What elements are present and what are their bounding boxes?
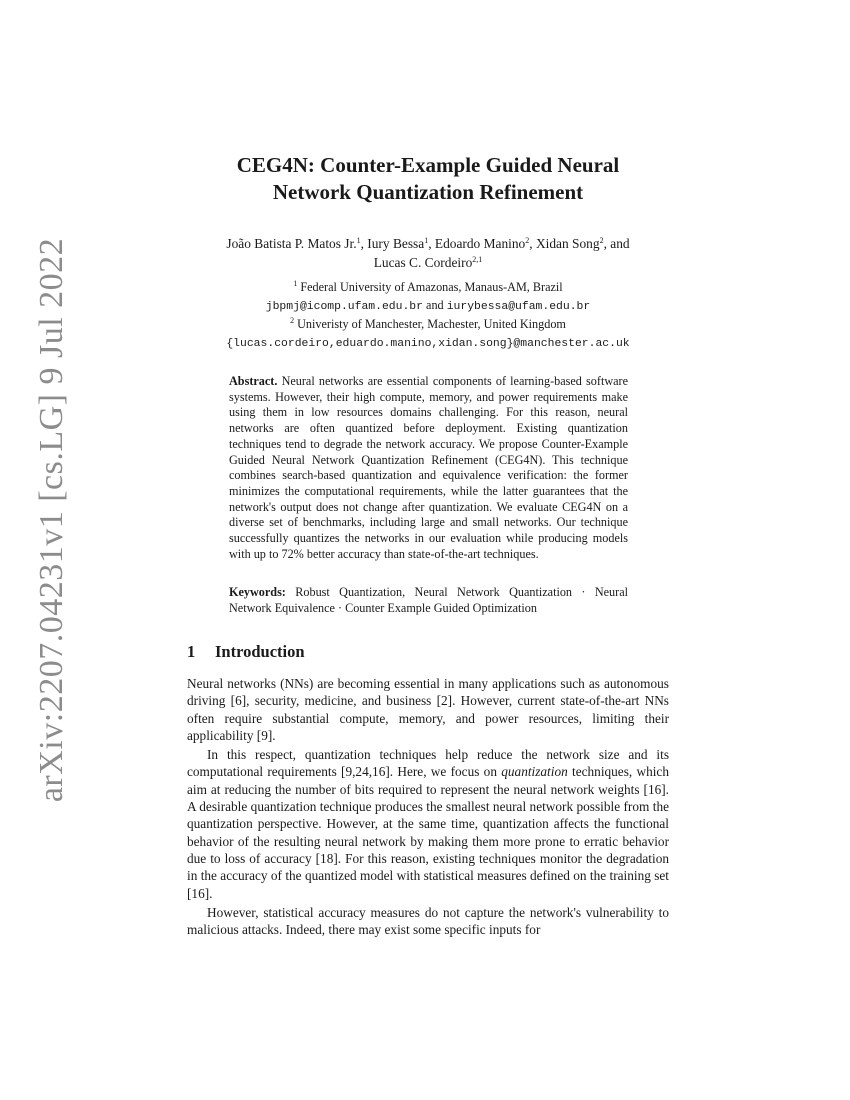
author-4: Xidan Song <box>535 236 600 251</box>
affiliation-1-sup: 1 <box>293 279 298 288</box>
section-heading <box>187 642 669 662</box>
email-link-1b[interactable]: iurybessa@ufam.edu.br <box>446 300 591 313</box>
paragraph-2-part-a: In this respect, quantization techniques help reduce the network size and its computational requirements [9,24,16]. Here, we focus on <box>187 747 669 780</box>
section-number: 1 <box>187 642 196 661</box>
email-and: and <box>426 297 444 312</box>
affiliation-1-emails <box>187 297 669 317</box>
abstract-text: Neural networks are essential components of learning-based software systems. However, their high compute, memory, and power requirements make using them in low resources domains challenging. For this reason, neural networks are often quantized before deployment. Existing quantization techniques tend to degrade the network accuracy. We propose Counter-Example Guided Neural Network Quantization Refinement (CEG4N). This technique combines search-based quantization and equivalence verification: the former minimizes the computational requirements, while the latter guarantees that the network's output does not change after quantization. We evaluate CEG4N on a diverse set of benchmarks, including large and small networks. Our technique successfully quantizes the networks in our evaluation while producing models with up to 72% better accuracy than state-of-the-art techniques. <box>229 374 629 561</box>
affiliation-2 <box>187 316 669 334</box>
body-text <box>187 675 669 938</box>
keywords-label: Keywords: <box>229 585 286 599</box>
paragraph-1: Neural networks (NNs) are becoming essential in many applications such as autonomous driving [6], security, medicine, and business [2]. However, current state-of-the-art NNs often require substantial compute, memory, and power resources, limiting their applicability [9]. <box>187 676 669 743</box>
author-1: João Batista P. Matos Jr. <box>226 236 357 251</box>
author-list: João Batista P. Matos Jr.$^1$, Iury Bessa$^1$, Edoardo Manino$^2$, Xidan Song$^2$, and Lucas C. Cordeiro$^{2,1}$ <box>226 236 630 270</box>
arxiv-side-stamp: arXiv:2207.04231v1 [cs.LG] 9 Jul 2022 <box>33 237 70 803</box>
paragraph-2-emphasis: quantization <box>501 764 568 780</box>
author-2: Iury Bessa <box>367 236 425 251</box>
paper-title <box>187 152 669 206</box>
author-2-sup: 1 <box>424 236 429 245</box>
affiliation-1 <box>187 279 669 297</box>
author-3-sup: 2 <box>525 236 530 245</box>
author-4-sup: 2 <box>599 236 604 245</box>
affiliations <box>187 279 669 353</box>
author-3: Edoardo Manino <box>434 236 526 251</box>
affiliation-2-sup: 2 <box>290 316 295 325</box>
keywords-text: Robust Quantization, Neural Network Quantization · Neural Network Equivalence · Counter Example Guided Optimization <box>229 585 628 615</box>
email-link-1a[interactable]: jbpmj@icomp.ufam.edu.br <box>265 300 423 313</box>
paragraph-2 <box>187 746 669 902</box>
keywords <box>229 585 628 616</box>
paragraph-2-part-b: techniques, which aim at reducing the number of bits required to represent the neural network weights [16]. A desirable quantization technique produces the smallest neural network possible from the quantization perspective. However, at the same time, quantization affects the functional behavior of the resulting neural network by making them more prone to erratic behavior due to loss of accuracy [18]. For this reason, existing techniques monitor the degradation in the accuracy of the quantized model with statistical measures defined on the training set [16]. <box>187 764 669 901</box>
author-5: Lucas C. Cordeiro <box>373 255 473 270</box>
abstract <box>229 374 628 562</box>
author-5-sup: 2,1 <box>472 255 483 264</box>
author-and: and <box>610 236 630 251</box>
abstract-label: Abstract. <box>229 374 278 388</box>
author-1-sup: 1 <box>356 236 361 245</box>
title-line-1: CEG4N: Counter-Example Guided Neural <box>236 153 620 177</box>
paragraph-3: However, statistical accuracy measures do not capture the network's vulnerability to malicious attacks. Indeed, there may exist some specific inputs for <box>187 904 669 938</box>
section-title: Introduction <box>215 642 305 661</box>
title-line-2: Network Quantization Refinement <box>272 180 584 204</box>
affiliation-1-text: Federal University of Amazonas, Manaus-AM, Brazil <box>300 280 563 294</box>
affiliation-2-emails <box>187 334 669 354</box>
affiliation-2-text: Univeristy of Manchester, Machester, United Kingdom <box>297 317 566 331</box>
email-link-2[interactable]: {lucas.cordeiro,eduardo.manino,xidan.song}@manchester.ac.uk <box>226 337 630 350</box>
